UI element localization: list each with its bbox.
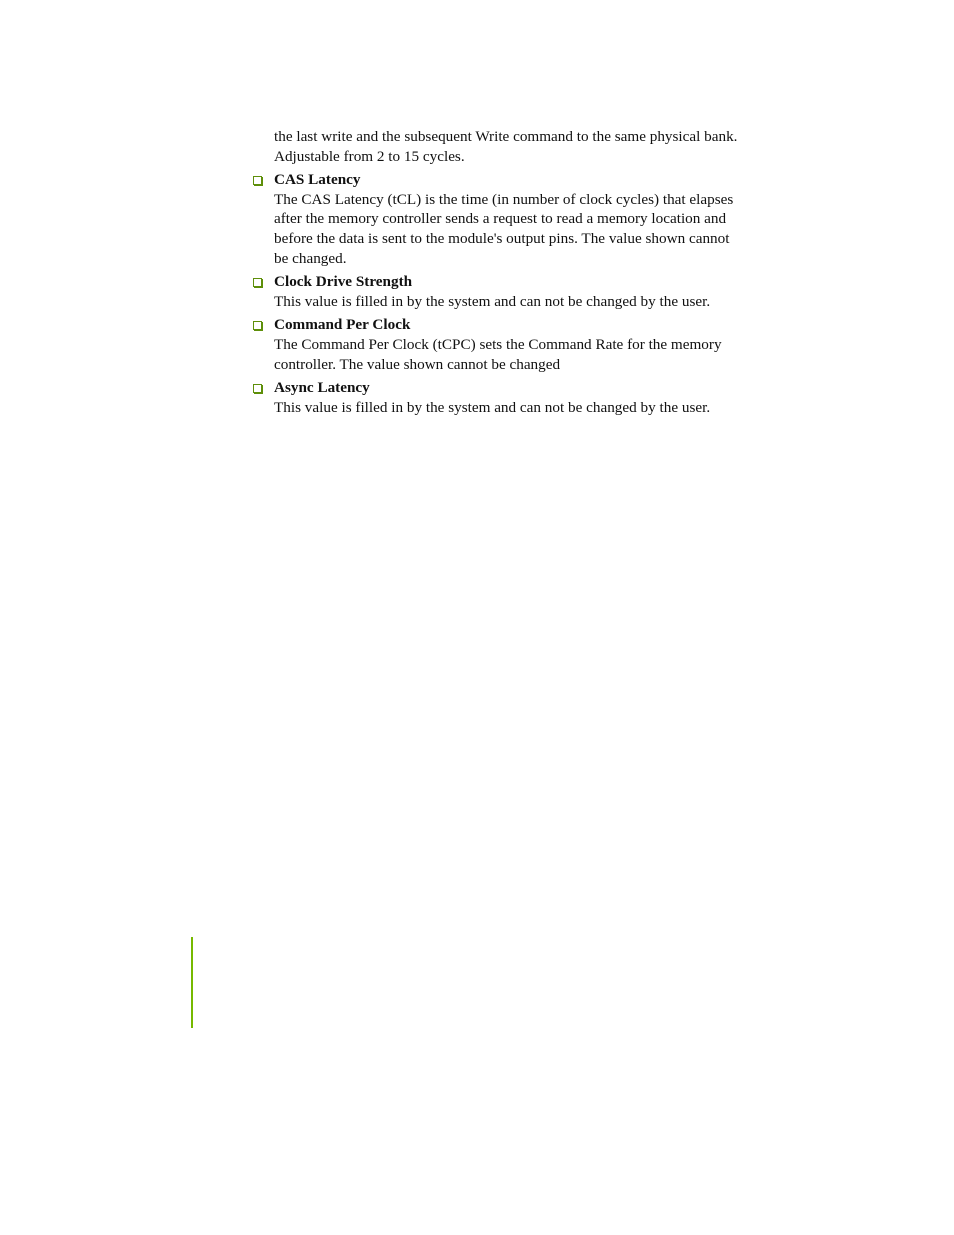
item-body-line: after the memory controller sends a request to read a memory location and [274,210,727,228]
margin-accent-bar [191,937,193,1028]
document-body [274,127,794,417]
item-title: Async Latency [274,379,370,397]
list-item-cas-latency [274,170,794,268]
intro-line: the last write and the subsequent Write command to the same physical bank. [274,128,738,145]
square-bullet-icon [253,176,262,185]
item-body-line: This value is filled in by the system and can not be changed by the user. [274,398,711,416]
item-title: Command Per Clock [274,316,411,334]
intro-line: Adjustable from 2 to 15 cycles. [274,147,465,165]
item-body-line: The Command Per Clock (tCPC) sets the Command Rate for the memory [274,335,722,353]
item-body-line: be changed. [274,249,347,267]
square-bullet-icon [253,321,262,330]
list-item-command-per-clock [274,315,794,374]
square-bullet-icon [253,384,262,393]
list-item-clock-drive-strength [274,272,794,311]
item-title: Clock Drive Strength [274,273,413,291]
item-body-line: controller. The value shown cannot be changed [274,355,561,373]
intro-paragraph [274,127,794,166]
item-body-line: The CAS Latency (tCL) is the time (in number of clock cycles) that elapses [274,190,734,208]
square-bullet-icon [253,278,262,287]
item-body-line: before the data is sent to the module's output pins. The value shown cannot [274,229,730,247]
item-body-line: This value is filled in by the system and can not be changed by the user. [274,292,711,310]
list-item-async-latency [274,378,794,417]
item-title: CAS Latency [274,171,361,189]
